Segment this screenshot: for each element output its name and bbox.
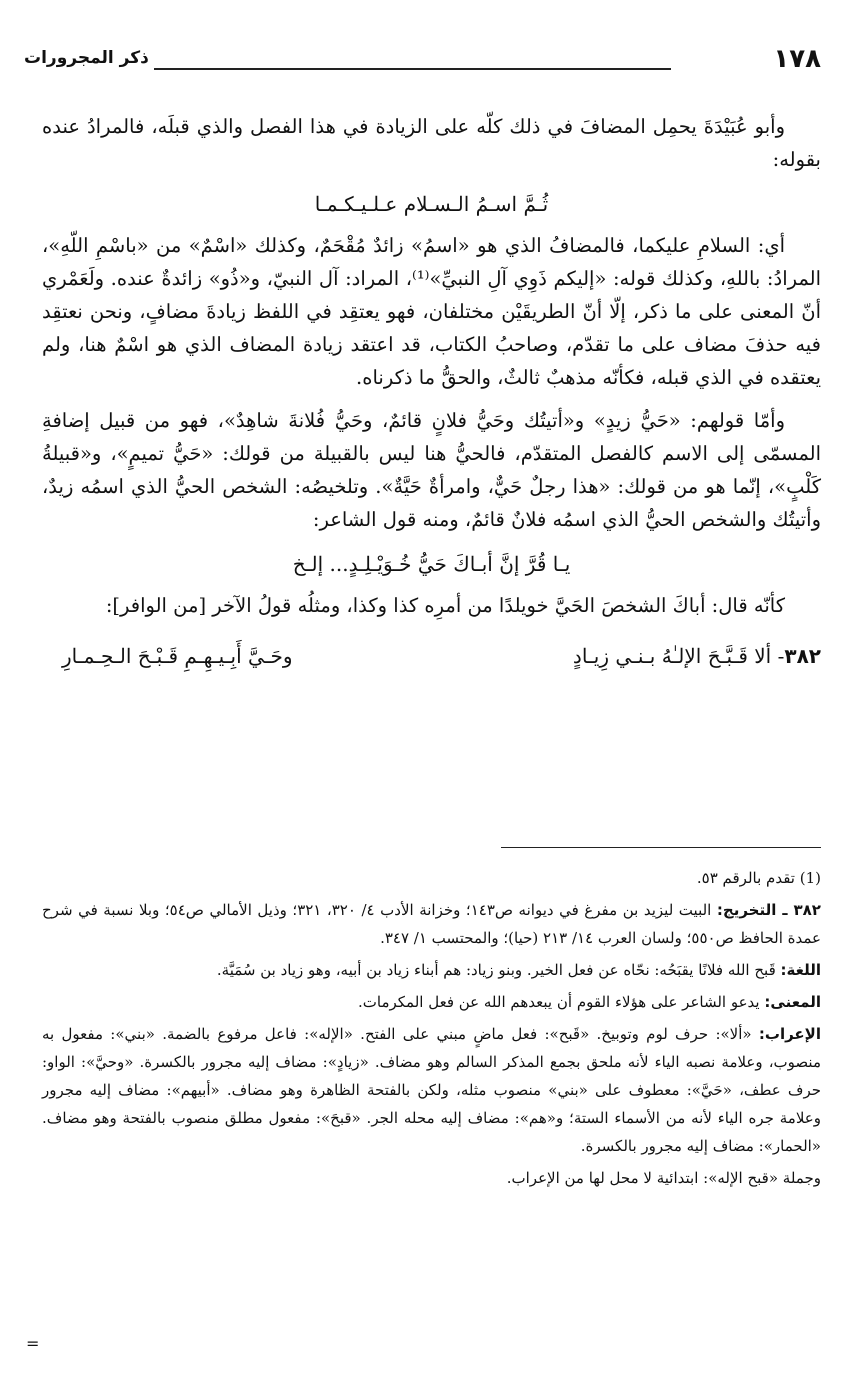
verse-quote-1: ثُـمَّ اسـمُ الـسـلام عـلـيـكـمـا	[314, 192, 549, 216]
footnote-takhrij	[42, 896, 821, 952]
verse-quote-2: يـا قُرَّ إنَّ أبـاكَ حَيُّ خُـوَيْـلِـدٍ... إلـخ	[292, 552, 571, 576]
poem-number: ٣٨٢	[784, 644, 821, 668]
footnote-separator	[501, 847, 821, 848]
maana-label: المعنى:	[764, 993, 821, 1011]
footnote-lugha	[42, 956, 821, 984]
margin-mark: =	[26, 1334, 40, 1353]
page-header	[24, 44, 821, 78]
irab-text: «ألا»: حرف لوم وتوبيخ. «قَبح»: فعل ماضٍ مبني على الفتح. «الإله»: فاعل مرفوع بالضمة. «بني»: مفعول به منصوب، وعلامة نصبه الياء لأنه ملحق بجمع المذكر السالم وهو مضاف. «زيادٍ»: مضاف إليه مجرور بالكسرة. «وحيَّ»: الواو: حرف عطف، «حَيَّ»: معطوف على «بني» منصوب مثله، ولكن بالفتحة الظاهرة وهو مضاف. «أبيهم»: مضاف إليه مجرور وعلامة جره الياء لأنه من الأسماء الستة؛ و«هم»: مضاف إليه محله الجر. «قبحَ»: مفعول مطلق منصوب بالفتحة وهو مضاف. «الحمار»: مضاف إليه مجرور بالكسرة.	[42, 1025, 821, 1155]
header-rule	[154, 68, 671, 70]
footnote-maana	[42, 988, 821, 1016]
footnote-irab	[42, 1020, 821, 1160]
running-title: ذكر المجرورات	[24, 48, 149, 68]
paragraph-3: وأمّا قولهم: «حَيُّ زيدٍ» و«أتيتُك وحَيُّ فلانٍ قائمٌ، وحَيُّ فُلانةَ شاهِدٌ»، فهو من قبيل إضافةِ المسمّى إلى الاسم كالفصل المتقدّم، فالحيُّ هنا ليس بالقبيلة من قولك: «حَيُّ تميمٍ»، و«قبيلةُ كَلْبٍ»، إنّما هو من قولك: «هذا رجلٌ حَيٌّ، وامرأةٌ حَيَّةٌ». وتلخيصُه: الشخص الحيُّ الذي اسمُه زيدٌ، وأتيتُك والشخص الحيُّ الذي اسمُه فلانٌ قائمٌ، ومنه قول الشاعر:	[42, 409, 821, 531]
paragraph-4: كأنّه قال: أباكَ الشخصَ الحَيَّ خويلدًا من أمرِه كذا وكذا، ومثلُه قولُ الآخر [من الوافر]:	[105, 594, 785, 617]
poem-line-382	[42, 640, 821, 673]
page-number: ١٧٨	[773, 44, 821, 74]
footnote-1: (1) تقدم بالرقم ٥٣.	[696, 869, 821, 887]
paragraph-1: وأبو عُبَيْدَةَ يحمِل المضافَ في ذلك كلّه على الزيادة في هذا الفصل والذي قبلَه، فالمرادُ عنده بقوله:	[42, 115, 821, 171]
main-text	[42, 110, 821, 673]
lugha-text: قَبح الله فلانًا يقبَحُه: نحّاه عن فعل الخير. وبنو زياد: هم أبناء زياد بن أبيه، وهو زياد بن سُمَيَّة.	[216, 961, 776, 979]
lugha-label: اللغة:	[780, 961, 821, 979]
hemistich-2: وحَـيَّ أَبِـيـهِـمِ قَـبْـحَ الـحِـمـارِ	[62, 644, 293, 668]
poem-first-hemistich: ٣٨٢- ألا قَـبَّـحَ الإلـٰهُ بـنـي زِيـادٍ	[573, 640, 821, 673]
footnotes	[42, 864, 821, 1196]
paragraph-2: أي: السلامِ عليكما، فالمضافُ الذي هو «اسمُ» زائدٌ مُقْحَمٌ، وكذلك «اسْمٌ» من «باسْمِ اللّهِ»، المرادُ: باللهِ، وكذلك قوله: «إليكم ذَوِي آلِ النبيِّ»⁽¹⁾، المراد: آل النبيّ، و«ذُو» زائدةٌ عنده. ولَعَمْري أنّ المعنى على ما ذكر، إلّا أنّ الطريقَيْن مختلفان، فهو يعتقِد في اللفظ زيادةَ مضافٍ، ونحن نعتقِد فيه حذفَ مضاف على ما تقدّم، وصاحبُ الكتاب، قد اعتقد زيادة المضاف الذي هو اسْمٌ هنا، ولم يعتقده في الذي قبله، فكأنّه مذهبٌ ثالثٌ، والحقُّ ما ذكرناه.	[42, 234, 821, 389]
takhrij-text: البيت ليزيد بن مفرغ في ديوانه ص١٤٣؛ وخزانة الأدب ٤/ ٣٢٠، ٣٢١؛ وذيل الأمالي ص٥٤؛ وبلا نسبة في شرح عمدة الحافظ ص٥٥٠؛ ولسان العرب ١٤/ ٢١٣ (حيا)؛ والمحتسب ١/ ٣٤٧.	[42, 901, 821, 947]
hemistich-1: ألا قَـبَّـحَ الإلـٰهُ بـنـي زِيـادٍ	[572, 644, 772, 668]
footnote-jumla: وجملة «قبح الإله»: ابتدائية لا محل لها من الإعراب.	[506, 1169, 821, 1187]
irab-label: الإعراب:	[758, 1025, 821, 1043]
takhrij-label: ٣٨٢ ـ التخريج:	[716, 901, 821, 919]
maana-text: يدعو الشاعر على هؤلاء القوم أن يبعدهم الله عن فعل المكرمات.	[357, 993, 760, 1011]
